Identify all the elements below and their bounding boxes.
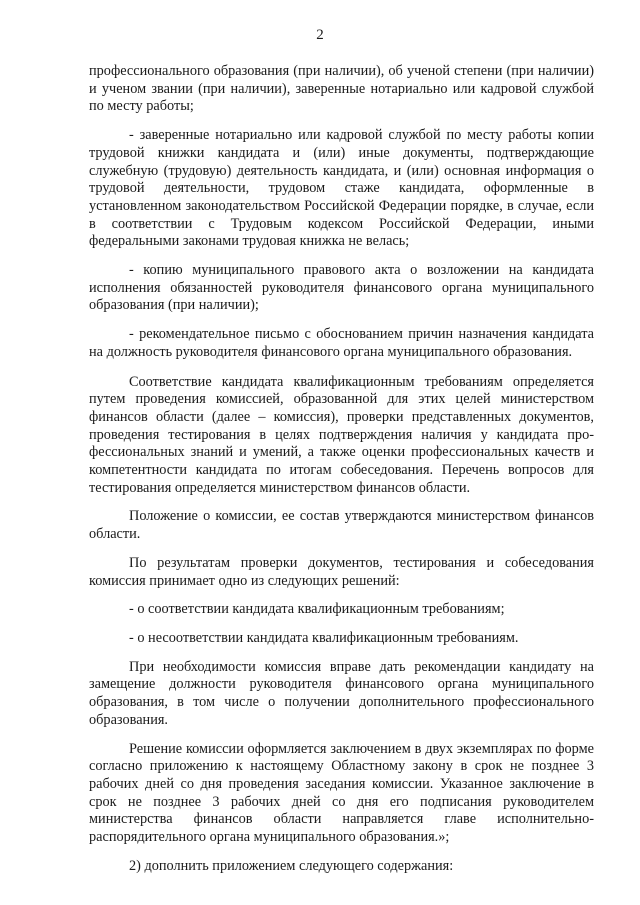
paragraph-commission-decisions: По результатам проверки документов, тестирования и собеседования комиссия принимает одно из следующих решений: [89,554,594,589]
paragraph-employment-record: - заверенные нотариально или кадровой службой по месту работы копии трудовой книжки кандидата и (или) иные документы, подтверждающие служебную (трудовую) деятельность кандидата, и (или) основная информация о трудовой деятельности, трудовом стаже кандидата, оформленные в установленном законодательством Российской Федерации порядке, в случае, если в соответствии с Трудовым кодексом Российской Федерации, иными федеральными законами трудовая книжка не велась; [89,127,594,250]
document-body [89,63,594,887]
paragraph-qualification-compliance: Соответствие кандидата квалификационным требованиям определяется путем проведения комиссией, образованной для этих целей министерством финансов области (далее – комиссия), проверки представленных документов, проведения тестирования в целях подтверждения наличия у кандидата профессиональных знаний и умений, а также оценки профессиональных качеств и компетентности кандидата по итогам собеседования. Перечень вопросов для тестирования определяется министерством финансов области. [89,373,594,496]
paragraph-commission-regulation: Положение о комиссии, ее состав утверждаются министерством финансов области. [89,508,594,543]
page-number: 2 [316,27,324,43]
list-item-noncompliance: - о несоответствии кандидата квалификационным требованиям. [129,629,519,646]
list-item-compliance: - о соответствии кандидата квалификационным требованиям; [129,601,505,618]
paragraph-add-appendix: 2) дополнить приложением следующего содержания: [129,857,454,874]
paragraph-education-continuation: профессионального образования (при наличии), об ученой степени (при наличии) и ученом звании (при наличии), заверенные нотариально или кадровой службой по месту работы; [89,63,594,115]
paragraph-recommendations: При необходимости комиссия вправе дать рекомендации кандидату на замещение должности руководителя финансового органа муниципального образования, в том числе о получении дополнительного профессионального образования. [89,658,594,728]
paragraph-recommendation-letter: - рекомендательное письмо с обоснованием причин назначения кандидата на должность руководителя финансового органа муниципального образования. [89,326,594,360]
paragraph-commission-conclusion: Решение комиссии оформляется заключением в двух экземплярах по форме согласно приложению к настоящему Областному закону в срок не позднее 3 рабочих дней со дня проведения заседания комиссии. Указанное заключение в срок не позднее 3 рабочих дней со дня его подписания руководителем министерства финансов области направляется главе исполнительно-распорядительного органа муниципального образования.»; [89,740,594,846]
paragraph-municipal-act-copy: - копию муниципального правового акта о возложении на кандидата исполнения обязанностей руководителя финансового органа муниципального образования (при наличии); [89,262,594,314]
